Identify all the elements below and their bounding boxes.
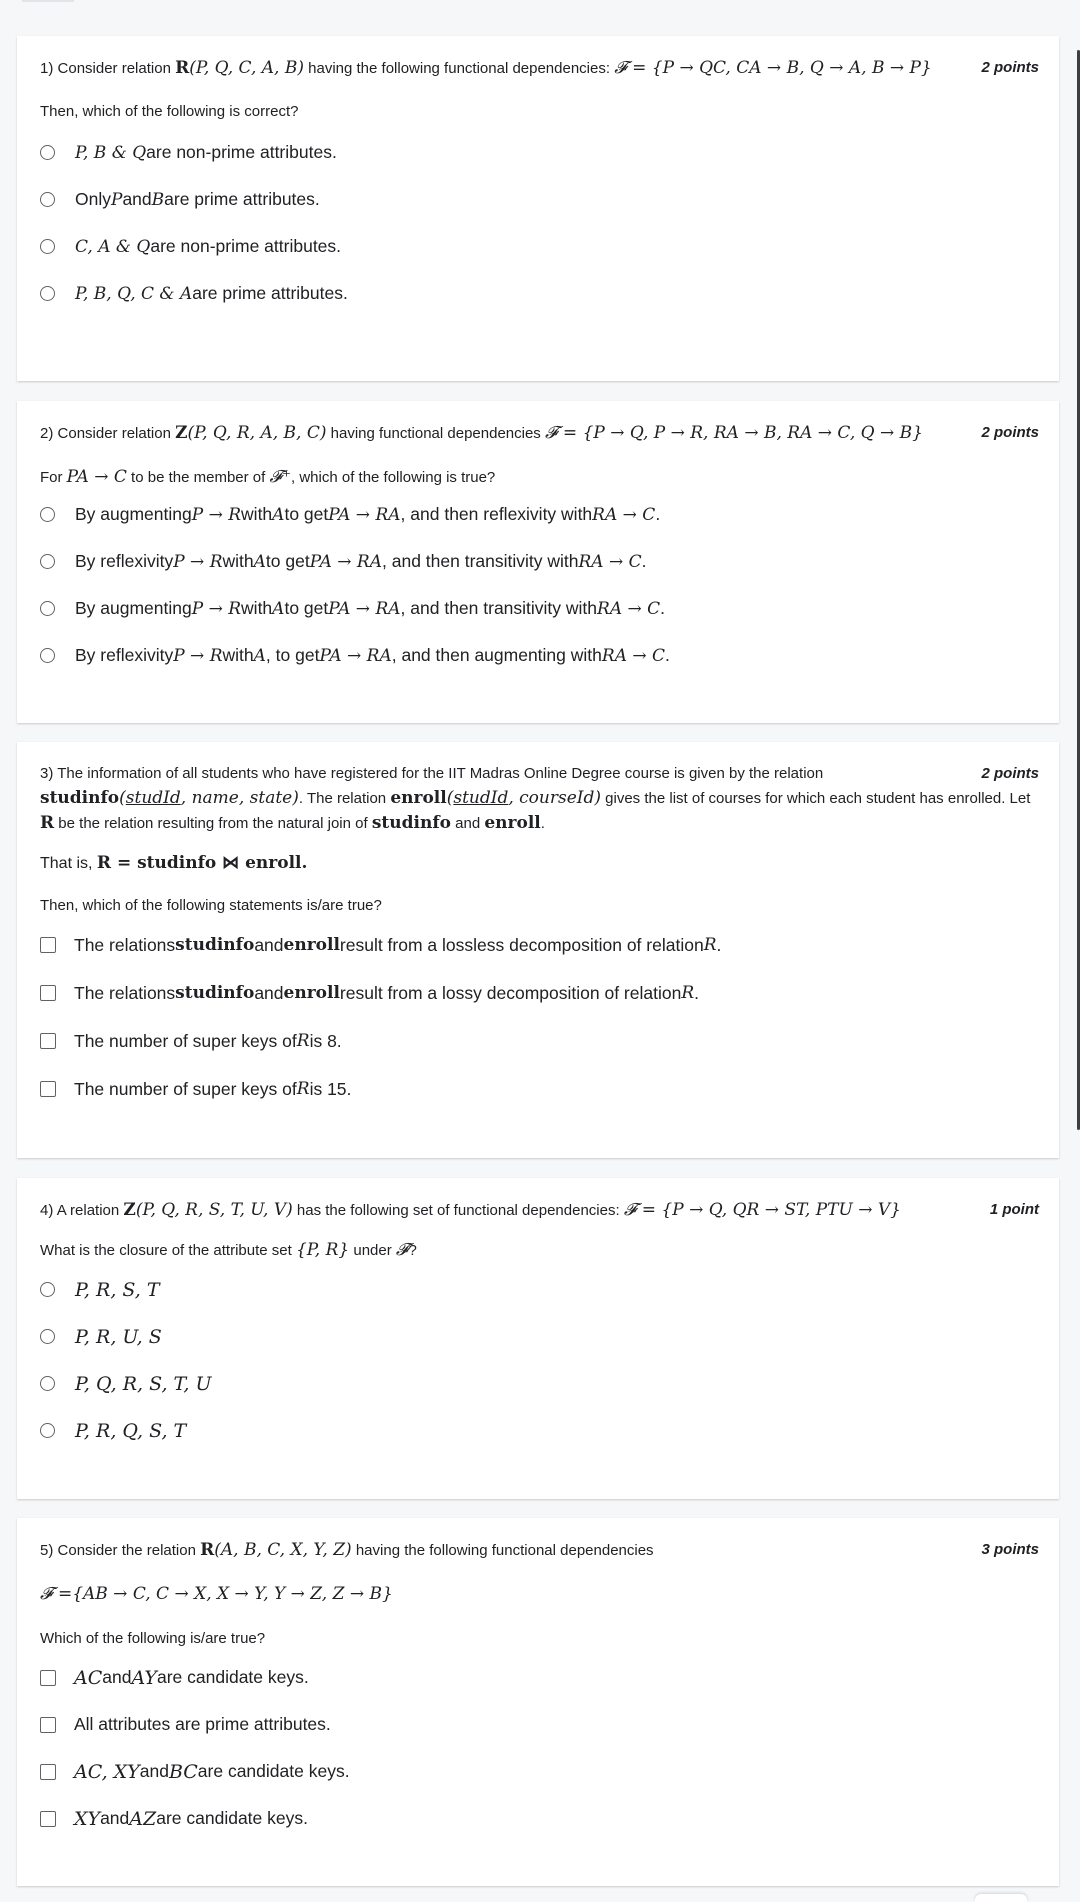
question-3-text: 3) The information of all students who have registered for the IIT Madras Online Degree course is given by the relation [40,765,824,782]
radio-button[interactable] [40,601,55,616]
floating-action-button[interactable] [975,1894,1027,1902]
checkbox[interactable] [40,1811,56,1827]
question-4-text: 4) A relation Z(P, Q, R, S, T, U, V) has the following set of functional dependencies: 𝓕 = {P → Q, QR → ST, PTU → V} [40,1200,901,1220]
question-2-option-2[interactable]: By reflexivity P → R with A to get PA → RA , and then transitivity with RA → C . [40,538,1039,585]
question-3-equation: That is, R = studinfo ⋈ enroll. [40,853,308,873]
question-1-text: 1) Consider relation R(P, Q, C, A, B) having the following functional dependencies: 𝓕 = {P → QC, CA → B, Q → A, B → P} [40,58,932,78]
radio-button[interactable] [40,239,55,254]
checkbox[interactable] [40,1670,56,1686]
radio-button[interactable] [40,1282,55,1297]
question-5-subtext: Which of the following is/are true? [40,1630,266,1647]
question-5-option-4[interactable]: XY and AZ are candidate keys. [40,1795,1039,1842]
question-4-option-3[interactable]: P, Q, R, S, T, U [40,1360,1039,1407]
radio-button[interactable] [40,1376,55,1391]
question-2-points: 2 points [981,424,1039,441]
checkbox[interactable] [40,985,56,1001]
question-5-option-3[interactable]: AC, XY and BC are candidate keys. [40,1748,1039,1795]
question-2-option-3[interactable]: By augmenting P → R with A to get PA → RA , and then transitivity with RA → C . [40,585,1039,632]
question-1-points: 2 points [981,59,1039,76]
checkbox[interactable] [40,1764,56,1780]
question-5-fd: 𝓕 ={AB → C, C → X, X → Y, Y → Z, Z → B} [40,1584,393,1604]
radio-button[interactable] [40,1423,55,1438]
question-3-option-3[interactable]: The number of super keys of R is 8. [40,1017,1039,1065]
radio-button[interactable] [40,507,55,522]
question-card-1 [17,36,1059,381]
question-1-option-4[interactable]: P, B, Q, C & A are prime attributes. [40,270,1039,317]
question-3-text-cont: studinfo(studId, name, state). The relation enroll(studId, courseId) gives the list of courses for which each student has enrolled. Let R be the relation resulting from the natural join of studinfo and enroll. [40,788,1031,833]
question-3-option-4[interactable]: The number of super keys of R is 15. [40,1065,1039,1113]
checkbox[interactable] [40,1081,56,1097]
question-card-5 [17,1518,1059,1886]
question-card-2 [17,401,1059,723]
question-1-option-2[interactable]: Only P and B are prime attributes. [40,176,1039,223]
question-4-option-2[interactable]: P, R, U, S [40,1313,1039,1360]
question-2-text: 2) Consider relation Z(P, Q, R, A, B, C) having functional dependencies 𝓕 = {P → Q, P → R, RA → B, RA → C, Q → B} [40,423,923,443]
question-2-subtext: For PA → C to be the member of 𝓕⁺, which of the following is true? [40,467,496,487]
question-2-option-1[interactable]: By augmenting P → R with A to get PA → RA , and then reflexivity with RA → C . [40,491,1039,538]
question-3-subtext: Then, which of the following statements is/are true? [40,897,382,914]
question-3-option-1[interactable]: The relations studinfo and enroll result from a lossless decomposition of relation R . [40,921,1039,969]
checkbox[interactable] [40,937,56,953]
question-2-option-4[interactable]: By reflexivity P → R with A , to get PA → RA , and then augmenting with RA → C . [40,632,1039,679]
top-divider [22,0,74,2]
radio-button[interactable] [40,286,55,301]
radio-button[interactable] [40,145,55,160]
question-1-option-1[interactable]: P, B & Q are non-prime attributes. [40,129,1039,176]
radio-button[interactable] [40,1329,55,1344]
question-1-subtext: Then, which of the following is correct? [40,103,299,120]
radio-button[interactable] [40,192,55,207]
question-4-option-4[interactable]: P, R, Q, S, T [40,1407,1039,1454]
question-5-option-2[interactable]: All attributes are prime attributes. [40,1701,1039,1748]
radio-button[interactable] [40,648,55,663]
checkbox[interactable] [40,1033,56,1049]
checkbox[interactable] [40,1717,56,1733]
question-card-4 [17,1178,1059,1499]
question-4-subtext: What is the closure of the attribute set {P, R} under 𝓕? [40,1240,417,1260]
question-4-option-1[interactable]: P, R, S, T [40,1266,1039,1313]
question-4-points: 1 point [989,1201,1039,1218]
question-1-option-3[interactable]: C, A & Q are non-prime attributes. [40,223,1039,270]
radio-button[interactable] [40,554,55,569]
question-5-text: 5) Consider the relation R(A, B, C, X, Y, Z) having the following functional dependencies [40,1540,654,1560]
question-3-option-2[interactable]: The relations studinfo and enroll result from a lossy decomposition of relation R . [40,969,1039,1017]
question-5-option-1[interactable]: AC and AY are candidate keys. [40,1654,1039,1701]
question-card-3 [17,742,1059,1158]
question-3-points: 2 points [981,765,1039,782]
question-5-points: 3 points [981,1541,1039,1558]
